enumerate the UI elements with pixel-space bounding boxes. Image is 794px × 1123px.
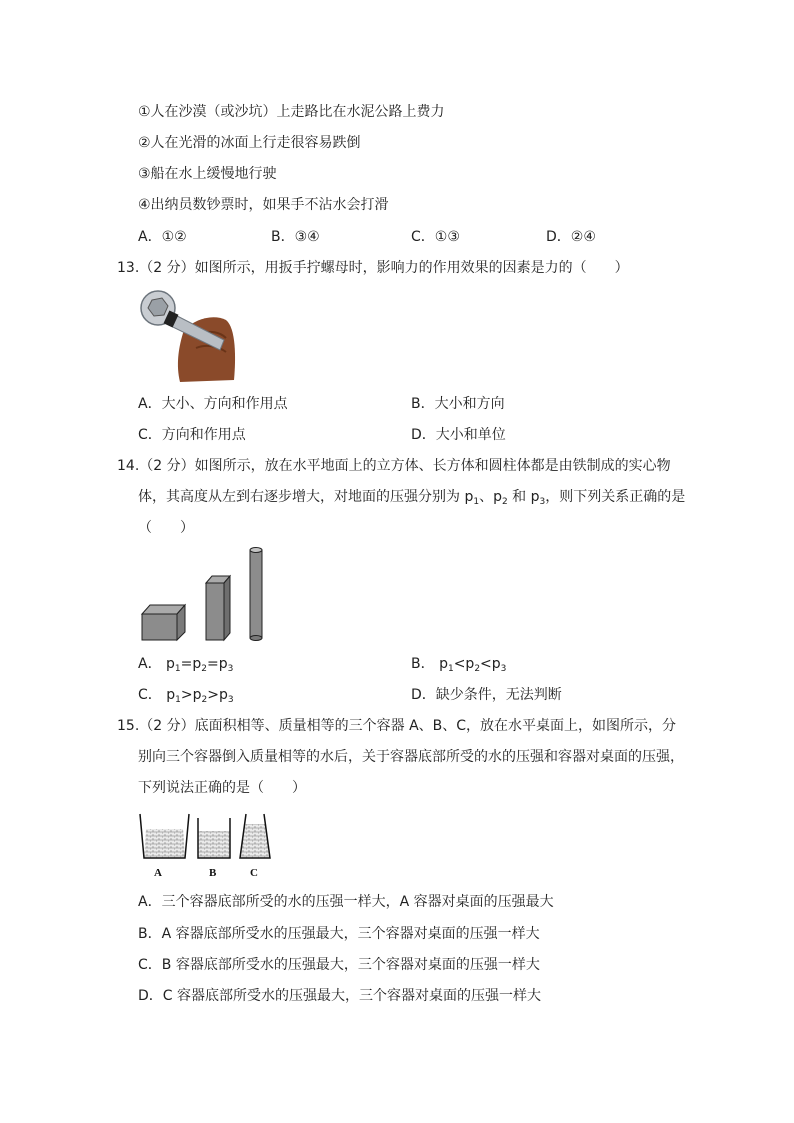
- q12-option-c: C．①③: [411, 229, 460, 245]
- q13-option-b: B．大小和方向: [411, 396, 505, 412]
- q15-stem-line1: 15.（2 分）底面积相等、质量相等的三个容器 A、B、C，放在水平桌面上，如图所示，分: [117, 718, 677, 734]
- q13-option-a: A．大小、方向和作用点: [138, 396, 288, 412]
- q12-item-3: ③船在水上缓慢地行驶: [138, 166, 277, 182]
- q12-item-1: ①人在沙漠（或沙坑）上走路比在水泥公路上费力: [138, 104, 445, 120]
- q12-option-d: D．②④: [546, 229, 596, 245]
- q14-stem-line2: 体，其高度从左到右逐步增大，对地面的压强分别为 $p_1$、$p_2$ 和 $p_3$，则下列关系正确的是: [138, 489, 686, 507]
- q15-option-c: C．B 容器底部所受水的压强最大，三个容器对桌面的压强一样大: [138, 957, 540, 973]
- q14-stem-line3: （ ）: [138, 520, 194, 536]
- q13-option-d: D．大小和单位: [411, 427, 506, 443]
- q14-option-d: D．缺少条件，无法判断: [411, 687, 562, 703]
- container-label-b: B: [209, 867, 217, 879]
- wrench-illustration: [140, 288, 236, 382]
- q15-option-d: D．C 容器底部所受水的压强最大，三个容器对桌面的压强一样大: [138, 988, 542, 1004]
- q14-option-a: A． $p_1=p_2=p_3$: [138, 656, 234, 674]
- q14-option-b: B． $p_1<p_2<p_3$: [411, 656, 507, 674]
- q13-option-c: C．方向和作用点: [138, 427, 246, 443]
- q14-option-c: C． $p_1>p_2>p_3$: [138, 687, 234, 705]
- q12-item-4: ④出纳员数钞票时，如果手不沾水会打滑: [138, 197, 389, 213]
- q14-stem-line1: 14.（2 分）如图所示，放在水平地面上的立方体、长方体和圆柱体都是由铁制成的实心物: [117, 458, 671, 474]
- container-label-c: C: [250, 867, 258, 879]
- q13-stem: 13.（2 分）如图所示，用扳手拧螺母时，影响力的作用效果的因素是力的（ ）: [117, 260, 629, 276]
- q12-option-b: B．③④: [271, 229, 320, 245]
- container-label-a: A: [154, 867, 162, 879]
- q12-option-a: A．①②: [138, 229, 187, 245]
- q15-option-b: B．A 容器底部所受水的压强最大，三个容器对桌面的压强一样大: [138, 926, 540, 942]
- q15-stem-line3: 下列说法正确的是（ ）: [138, 780, 306, 796]
- containers-illustration: [138, 810, 278, 880]
- solids-illustration: [138, 544, 278, 644]
- q15-option-a: A．三个容器底部所受的水的压强一样大，A 容器对桌面的压强最大: [138, 894, 554, 910]
- q12-item-2: ②人在光滑的冰面上行走很容易跌倒: [138, 135, 361, 151]
- q15-stem-line2: 别向三个容器倒入质量相等的水后，关于容器底部所受的水的压强和容器对桌面的压强，: [138, 749, 684, 765]
